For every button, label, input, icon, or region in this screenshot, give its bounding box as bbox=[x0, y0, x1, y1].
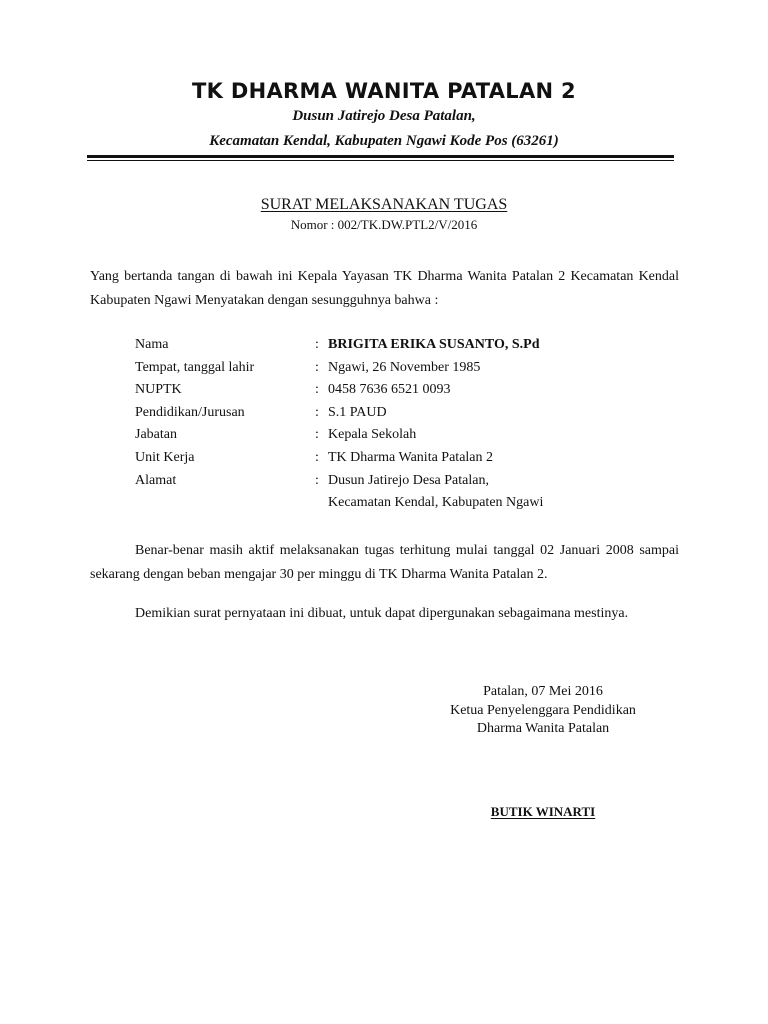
field-label: Tempat, tanggal lahir bbox=[135, 359, 255, 375]
field-label: Pendidikan/Jurusan bbox=[135, 404, 245, 420]
closing-paragraph: Demikian surat pernyataan ini dibuat, untuk dapat dipergunakan sebagaimana mestinya. bbox=[135, 606, 629, 621]
institution-name: TK DHARMA WANITA PATALAN 2 bbox=[192, 79, 576, 103]
field-value: Kecamatan Kendal, Kabupaten Ngawi bbox=[328, 495, 544, 511]
field-colon: : bbox=[315, 337, 319, 352]
signature-role-line2: Dharma Wanita Patalan bbox=[476, 721, 610, 736]
field-row-name bbox=[135, 334, 695, 357]
letter-title: SURAT MELAKSANAKAN TUGAS bbox=[260, 196, 508, 213]
institution-address-line1: Dusun Jatirejo Desa Patalan, bbox=[292, 108, 476, 124]
letter-number: Nomor : 002/TK.DW.PTL2/V/2016 bbox=[290, 217, 478, 232]
field-row-nuptk bbox=[135, 379, 695, 402]
field-row-birth bbox=[135, 357, 695, 380]
field-value: 0458 7636 6521 0093 bbox=[328, 382, 451, 398]
header-divider-thick bbox=[87, 155, 674, 158]
field-value: S.1 PAUD bbox=[328, 404, 387, 420]
header-divider-thin bbox=[87, 160, 674, 161]
field-label: Jabatan bbox=[135, 427, 177, 443]
field-label: Unit Kerja bbox=[135, 449, 195, 465]
field-row-address-cont bbox=[135, 492, 695, 515]
field-colon: : bbox=[315, 427, 319, 443]
field-value: BRIGITA ERIKA SUSANTO, S.Pd bbox=[328, 337, 540, 352]
field-colon: : bbox=[315, 449, 319, 465]
field-value: Kepala Sekolah bbox=[328, 427, 417, 443]
identity-fields bbox=[135, 334, 695, 515]
field-value: TK Dharma Wanita Patalan 2 bbox=[328, 449, 494, 465]
field-row-address bbox=[135, 470, 695, 493]
field-colon: : bbox=[315, 472, 319, 488]
field-label: Alamat bbox=[135, 472, 177, 488]
field-row-position bbox=[135, 424, 695, 447]
signature-role-line1: Ketua Penyelenggara Pendidikan bbox=[450, 702, 636, 718]
institution-address-line2: Kecamatan Kendal, Kabupaten Ngawi Kode Pos (63261) bbox=[209, 133, 559, 149]
field-value: Ngawi, 26 November 1985 bbox=[328, 359, 481, 375]
field-label: Nama bbox=[135, 337, 169, 352]
signature-block bbox=[414, 683, 672, 739]
field-value: Dusun Jatirejo Desa Patalan, bbox=[328, 472, 489, 488]
field-colon: : bbox=[315, 359, 319, 375]
signer-name: BUTIK WINARTI bbox=[490, 804, 596, 819]
field-colon: : bbox=[315, 382, 319, 398]
body-paragraph: Benar-benar masih aktif melaksanakan tugas terhitung mulai tanggal 02 Januari 2008 sampai sekarang dengan beban mengajar 30 per minggu di TK Dharma Wanita Patalan 2. bbox=[90, 543, 679, 582]
field-row-work-unit bbox=[135, 447, 695, 470]
field-colon: : bbox=[315, 404, 319, 420]
field-row-education bbox=[135, 402, 695, 425]
field-label: NUPTK bbox=[135, 382, 182, 398]
intro-paragraph: Yang bertanda tangan di bawah ini Kepala Yayasan TK Dharma Wanita Patalan 2 Kecamatan Kendal Kabupaten Ngawi Menyatakan dengan sesungguhnya bahwa : bbox=[90, 269, 679, 308]
signature-place-date: Patalan, 07 Mei 2016 bbox=[483, 684, 603, 699]
